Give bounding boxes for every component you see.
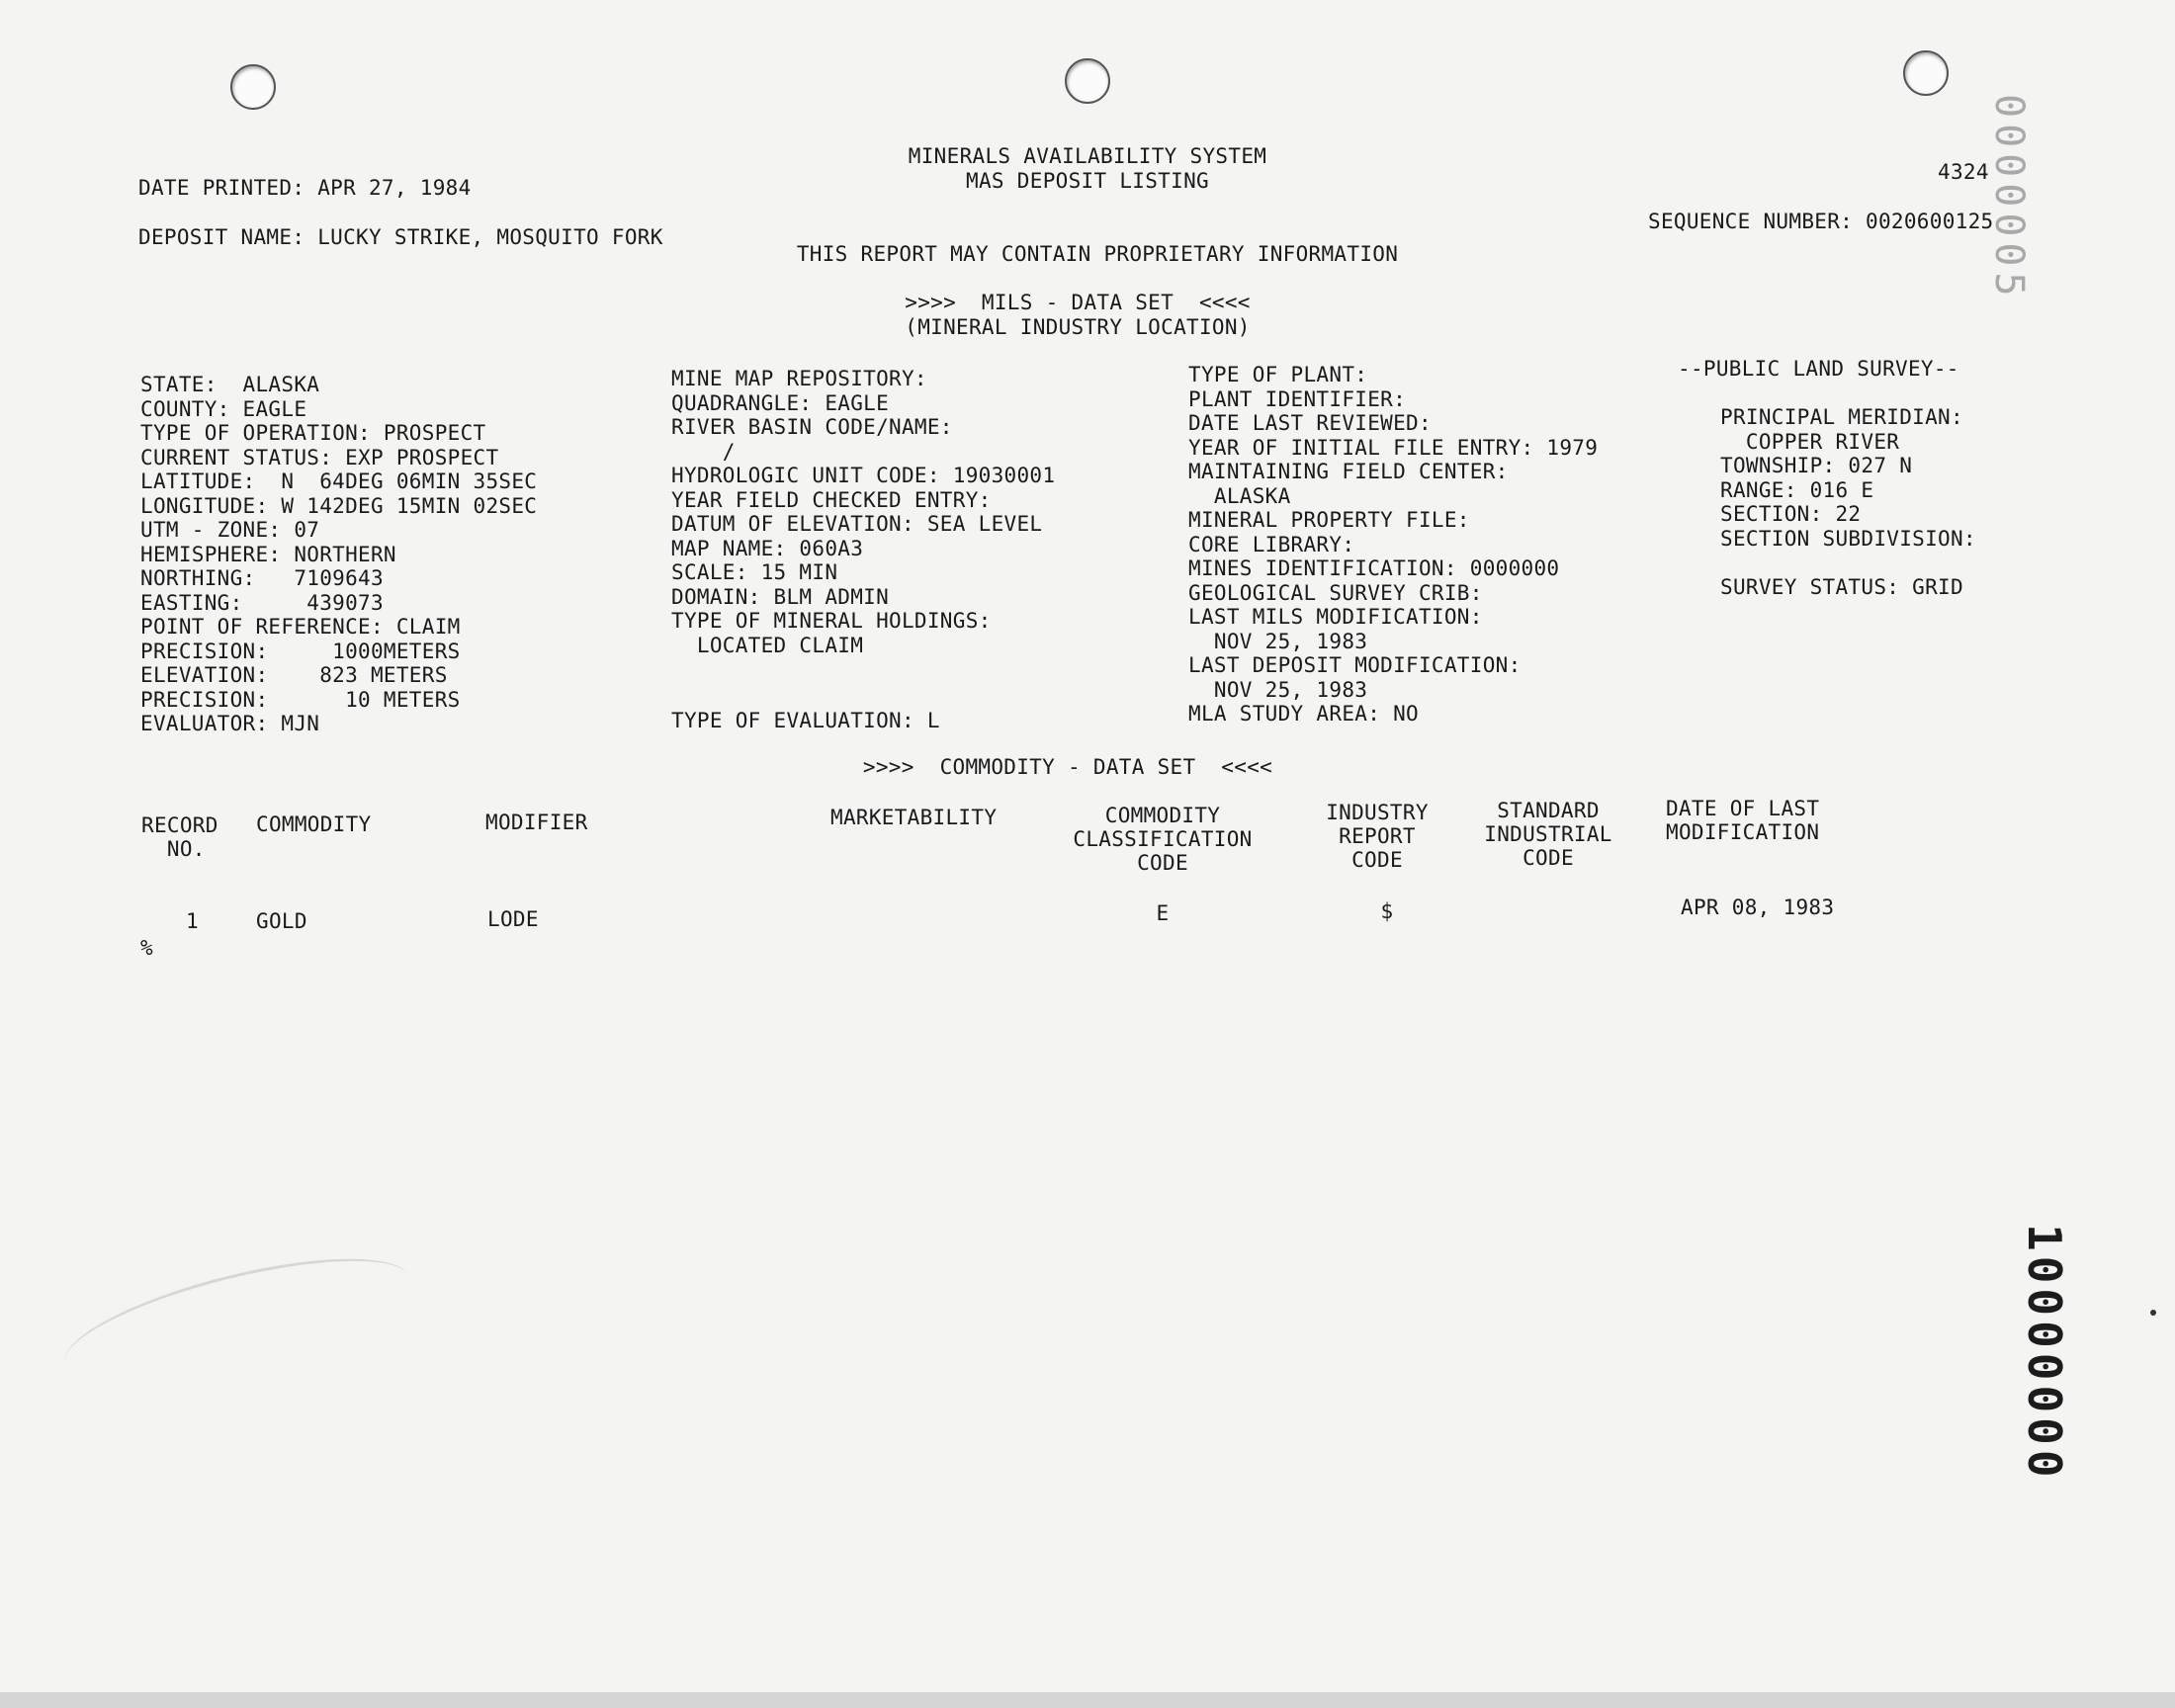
punch-hole-right <box>1903 50 1949 96</box>
punch-hole-left <box>230 64 276 110</box>
field-section-subdivision: SECTION SUBDIVISION: <box>1720 527 1976 551</box>
col-header-classification: COMMODITY CLASSIFICATION CODE <box>1073 804 1253 875</box>
paper-scuff <box>53 1234 421 1409</box>
field-longitude: LONGITUDE: W 142DEG 15MIN 02SEC <box>140 494 538 518</box>
proprietary-notice: THIS REPORT MAY CONTAIN PROPRIETARY INFORMATION <box>796 242 1399 266</box>
cell-classification-code: E <box>1156 901 1170 925</box>
field-mines-identification: MINES IDENTIFICATION: 0000000 <box>1188 556 1560 580</box>
field-evaluator: EVALUATOR: MJN <box>140 712 320 735</box>
mils-subheading: (MINERAL INDUSTRY LOCATION) <box>905 315 1251 339</box>
field-survey-status: SURVEY STATUS: GRID <box>1720 575 1963 599</box>
field-township: TOWNSHIP: 027 N <box>1720 454 1913 477</box>
field-range: RANGE: 016 E <box>1720 478 1874 502</box>
field-plant-identifier: PLANT IDENTIFIER: <box>1188 387 1407 411</box>
field-geological-survey-crib: GEOLOGICAL SURVEY CRIB: <box>1188 581 1483 605</box>
field-mineral-holdings-value: LOCATED CLAIM <box>671 634 864 657</box>
field-latitude: LATITUDE: N 64DEG 06MIN 35SEC <box>140 470 538 493</box>
field-utm-zone: UTM - ZONE: 07 <box>140 518 320 542</box>
field-type-of-plant: TYPE OF PLANT: <box>1188 363 1368 386</box>
punch-hole-center <box>1065 58 1110 104</box>
col-header-marketability: MARKETABILITY <box>830 806 998 829</box>
field-mine-map-repository: MINE MAP REPOSITORY: <box>671 367 927 390</box>
mils-heading: >>>> MILS - DATA SET <<<< <box>905 291 1251 314</box>
field-northing: NORTHING: 7109643 <box>140 566 384 590</box>
field-last-mils-modification: LAST MILS MODIFICATION: <box>1188 605 1483 629</box>
cell-commodity: GOLD <box>256 909 307 933</box>
field-principal-meridian: PRINCIPAL MERIDIAN: <box>1720 405 1963 429</box>
field-river-basin-value: / <box>671 440 736 464</box>
col-header-date-last-modification: DATE OF LAST MODIFICATION <box>1666 797 1820 844</box>
field-last-deposit-modification: LAST DEPOSIT MODIFICATION: <box>1188 653 1522 677</box>
sequence-number: SEQUENCE NUMBER: 0020600125 <box>1648 210 1994 233</box>
field-date-last-reviewed: DATE LAST REVIEWED: <box>1188 411 1432 435</box>
end-marker: % <box>140 936 153 960</box>
field-domain: DOMAIN: BLM ADMIN <box>671 585 890 609</box>
control-stamp-top: 0000005 <box>1986 94 2032 302</box>
field-current-status: CURRENT STATUS: EXP PROSPECT <box>140 446 499 470</box>
field-quadrangle: QUADRANGLE: EAGLE <box>671 391 890 415</box>
deposit-name: DEPOSIT NAME: LUCKY STRIKE, MOSQUITO FORK <box>138 225 663 249</box>
field-mla-study-area: MLA STUDY AREA: NO <box>1188 702 1419 726</box>
field-hemisphere: HEMISPHERE: NORTHERN <box>140 543 396 566</box>
field-state: STATE: ALASKA <box>140 373 320 396</box>
field-easting: EASTING: 439073 <box>140 591 384 615</box>
col-header-commodity: COMMODITY <box>256 812 372 836</box>
field-elevation-precision: PRECISION: 10 METERS <box>140 688 461 712</box>
report-title: MINERALS AVAILABILITY SYSTEM <box>908 144 1267 168</box>
field-point-of-reference: POINT OF REFERENCE: CLAIM <box>140 615 461 639</box>
col-header-modifier: MODIFIER <box>485 811 588 834</box>
cell-modifier: LODE <box>487 907 539 931</box>
field-hydrologic-unit-code: HYDROLOGIC UNIT CODE: 19030001 <box>671 464 1056 487</box>
field-type-of-evaluation: TYPE OF EVALUATION: L <box>671 709 940 732</box>
public-land-survey-heading: --PUBLIC LAND SURVEY-- <box>1678 357 1959 381</box>
field-year-initial-entry: YEAR OF INITIAL FILE ENTRY: 1979 <box>1188 436 1599 460</box>
report-subtitle: MAS DEPOSIT LISTING <box>966 169 1209 193</box>
ink-dot <box>2150 1310 2156 1316</box>
field-elevation: ELEVATION: 823 METERS <box>140 663 448 687</box>
field-maintaining-field-center: MAINTAINING FIELD CENTER: <box>1188 460 1509 483</box>
report-number: 4324 <box>1938 160 1989 184</box>
field-type-of-operation: TYPE OF OPERATION: PROSPECT <box>140 421 486 445</box>
col-header-industry-report: INDUSTRY REPORT CODE <box>1326 801 1429 872</box>
control-stamp-bottom: 10000000 <box>2018 1224 2071 1483</box>
cell-record-no: 1 <box>186 909 199 933</box>
field-principal-meridian-value: COPPER RIVER <box>1720 430 1900 454</box>
scan-edge <box>0 1692 2175 1708</box>
col-header-standard-industrial: STANDARD INDUSTRIAL CODE <box>1484 799 1612 870</box>
date-printed: DATE PRINTED: APR 27, 1984 <box>138 176 472 200</box>
field-maintaining-field-center-value: ALASKA <box>1188 484 1291 508</box>
field-last-mils-modification-value: NOV 25, 1983 <box>1188 630 1368 653</box>
field-datum-of-elevation: DATUM OF ELEVATION: SEA LEVEL <box>671 512 1043 536</box>
field-last-deposit-modification-value: NOV 25, 1983 <box>1188 678 1368 702</box>
field-mineral-holdings: TYPE OF MINERAL HOLDINGS: <box>671 609 992 633</box>
field-section: SECTION: 22 <box>1720 502 1862 526</box>
field-precision: PRECISION: 1000METERS <box>140 640 461 663</box>
cell-industry-report-code: $ <box>1380 899 1394 923</box>
field-year-field-checked: YEAR FIELD CHECKED ENTRY: <box>671 488 992 512</box>
field-river-basin: RIVER BASIN CODE/NAME: <box>671 415 953 439</box>
col-header-record-no: RECORD NO. <box>141 813 218 861</box>
field-county: COUNTY: EAGLE <box>140 397 307 421</box>
commodity-heading: >>>> COMMODITY - DATA SET <<<< <box>862 755 1273 779</box>
field-core-library: CORE LIBRARY: <box>1188 533 1355 556</box>
field-mineral-property-file: MINERAL PROPERTY FILE: <box>1188 508 1470 532</box>
field-map-name: MAP NAME: 060A3 <box>671 537 864 560</box>
field-scale: SCALE: 15 MIN <box>671 560 838 584</box>
cell-date-last-modification: APR 08, 1983 <box>1681 896 1835 919</box>
